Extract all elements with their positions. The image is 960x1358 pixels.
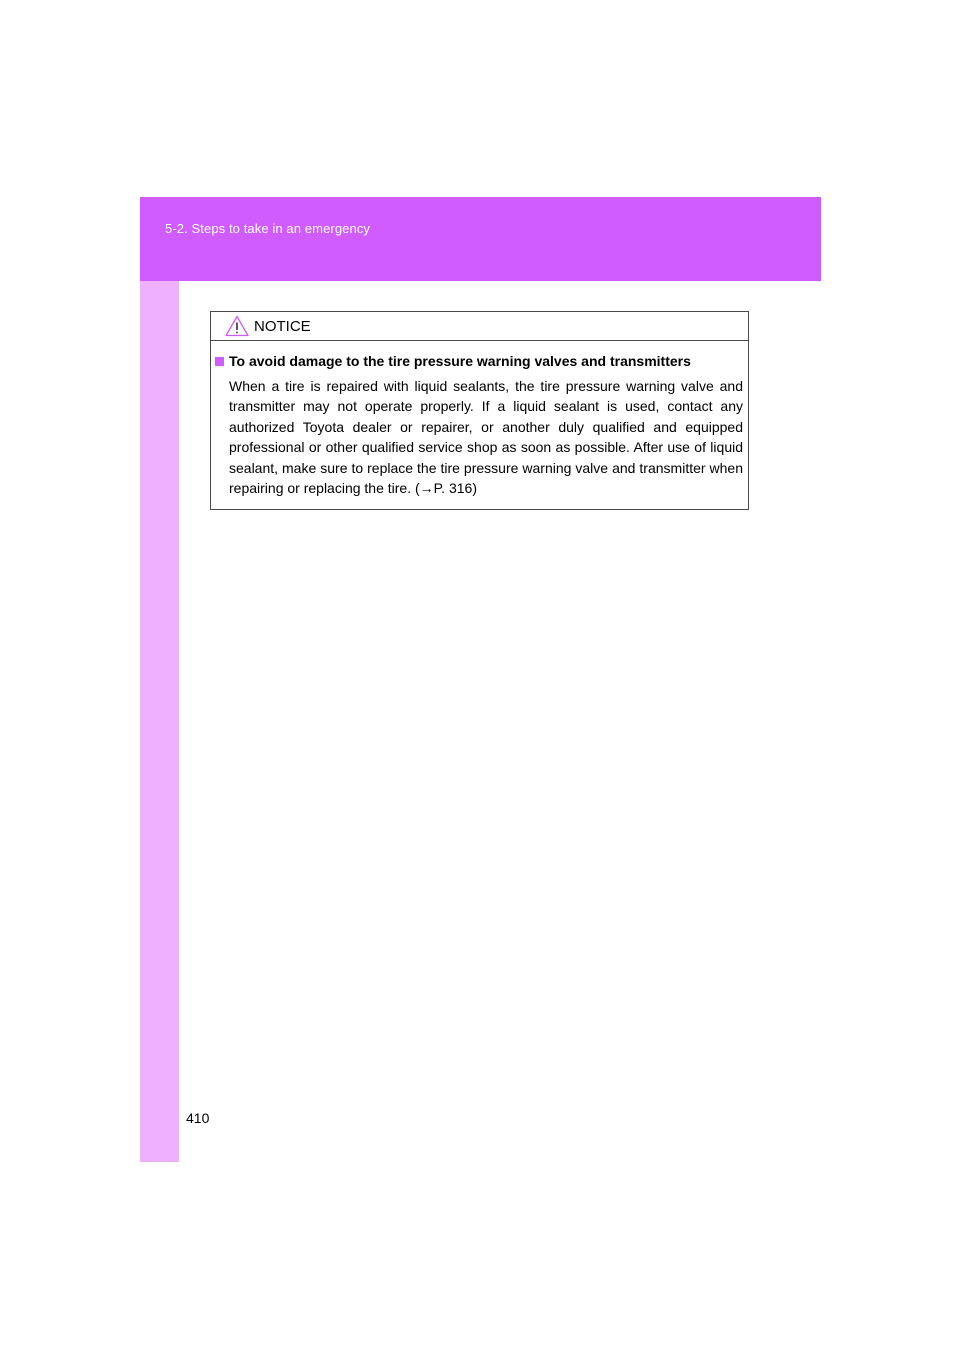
section-header-band [140,197,821,281]
chapter-side-band [140,281,179,1162]
warning-triangle-icon [225,315,249,337]
section-title: 5-2. Steps to take in an emergency [165,221,371,236]
notice-heading: To avoid damage to the tire pressure warning valves and transmitters [229,353,691,369]
notice-body: When a tire is repaired with liquid sealants, the tire pressure warning valve and transmitter may not operate properly. If a liquid sealant is used, contact any authorized Toyota dealer or repairer, or another duly qualified and equipped professional or other qualified service shop as soon as possible. After use of liquid sealant, make sure to replace the tire pressure warning valve and transmitter when repairing or replacing the tire. (→P. 316) [229,378,743,497]
notice-box [210,311,749,510]
bullet-square-icon [215,357,224,366]
notice-header [211,312,748,341]
notice-label: NOTICE [254,318,311,335]
page-number: 410 [186,1110,210,1126]
